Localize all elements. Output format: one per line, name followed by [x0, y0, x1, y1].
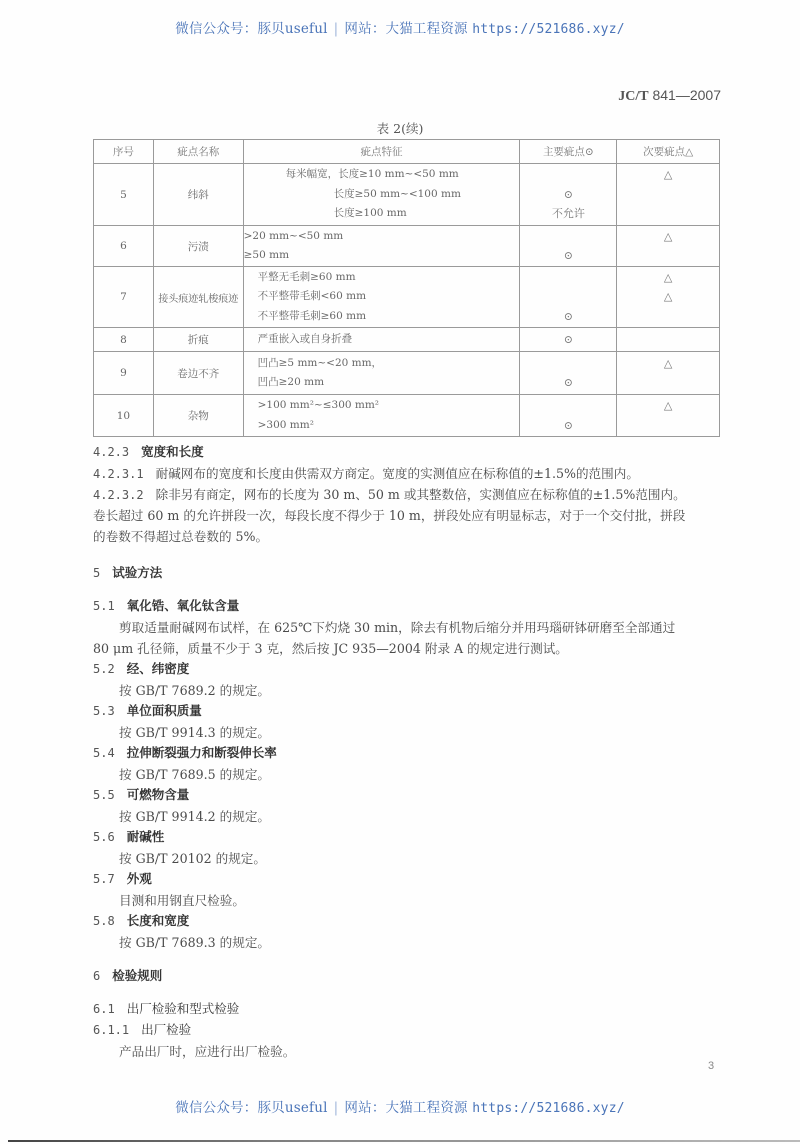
col-header-no: 序号: [94, 140, 154, 164]
page-number: 3: [708, 1060, 715, 1072]
section-number: 5.2: [93, 662, 115, 676]
row-name: 折痕: [153, 328, 243, 352]
heading-4-2-3: [93, 442, 733, 460]
minor-mark: [617, 416, 719, 436]
major-mark: [520, 165, 616, 185]
standard-code: [618, 87, 721, 105]
minor-mark: △: [663, 356, 673, 370]
row-minor: [617, 164, 720, 226]
table-row: [94, 164, 720, 226]
row-no: 10: [94, 395, 154, 437]
minor-mark: [617, 373, 719, 393]
row-no: 6: [94, 226, 154, 267]
major-mark: [520, 396, 616, 416]
standard-code-prefix: JC/T: [618, 89, 649, 104]
section-title: 经、纬密度: [126, 661, 190, 676]
col-header-feature: 疵点特征: [243, 140, 520, 164]
watermark-top: [0, 17, 800, 37]
table-row: [94, 395, 720, 437]
section-number: 5: [93, 566, 101, 580]
feature-line: 长度≥100 mm: [333, 207, 407, 220]
minor-mark: [617, 185, 719, 205]
section-title: 氧化锆、氧化钛含量: [126, 598, 240, 613]
clause-text-line: 按 GB/T 7689.5 的规定。: [119, 767, 271, 782]
row-features: [243, 226, 520, 267]
bottom-divider: [8, 1140, 800, 1142]
heading-5-7: [93, 869, 733, 887]
section-title: 试验方法: [112, 565, 163, 580]
feature-line: 每米幅宽，长度≥10 mm~<50 mm: [285, 168, 459, 181]
clause-text-line: 卷长超过 60 m 的允许拼段一次，每段长度不得少于 10 m，拼段处应有明显标志，对于一个交付批，拼段: [93, 508, 686, 523]
section-title: 单位面积质量: [126, 703, 202, 718]
row-features: [243, 267, 520, 328]
minor-mark: △: [663, 399, 673, 412]
row-features: [243, 352, 520, 395]
section-number: 6.1: [93, 1002, 115, 1016]
clause-text-line: 按 GB/T 7689.3 的规定。: [119, 935, 271, 950]
separator: |: [333, 21, 339, 37]
defects-table: [93, 139, 720, 437]
section-number: 4.2.3.1: [93, 467, 144, 481]
major-mark: ⊙: [563, 309, 573, 323]
clause-text-line: 按 GB/T 9914.2 的规定。: [119, 809, 271, 824]
site-url[interactable]: https://521686.xyz/: [472, 22, 625, 37]
section-number: 5.7: [93, 872, 115, 886]
feature-line: ≥50 mm: [243, 249, 290, 261]
feature-line: 长度≥50 mm~<100 mm: [333, 187, 461, 200]
major-mark: ⊙: [563, 332, 573, 346]
row-features: [243, 395, 520, 437]
table-caption: 表 2(续): [376, 121, 424, 136]
table-row: [94, 226, 720, 267]
row-no: 5: [94, 164, 154, 226]
minor-mark: [617, 330, 719, 350]
major-mark: ⊙: [563, 187, 573, 201]
feature-line: >100 mm²~≤300 mm²: [257, 399, 380, 411]
feature-line: >300 mm²: [257, 418, 314, 431]
table-header-row: [94, 140, 720, 164]
row-minor: [617, 328, 720, 352]
section-number: 5.1: [93, 599, 115, 613]
minor-mark: [617, 246, 719, 266]
wechat-label: 微信公众号：豚贝useful: [175, 1100, 328, 1116]
clause-text-line: 按 GB/T 9914.3 的规定。: [119, 725, 271, 740]
row-no: 8: [94, 328, 154, 352]
row-major: [520, 226, 617, 267]
separator: |: [333, 1100, 339, 1116]
site-url[interactable]: https://521686.xyz/: [472, 1101, 625, 1116]
section-title: 可燃物含量: [126, 787, 190, 802]
minor-mark: [617, 307, 719, 327]
major-mark: [520, 354, 616, 374]
heading-5-2: [93, 659, 733, 677]
heading-5-3: [93, 701, 733, 719]
section-title: 拉伸断裂强力和断裂伸长率: [126, 745, 277, 760]
section-number: 5.6: [93, 830, 115, 844]
section-title: 出厂检验和型式检验: [126, 1001, 240, 1016]
heading-5-6: [93, 827, 733, 845]
heading-6-1-1: [93, 1020, 733, 1038]
section-number: 5.4: [93, 746, 115, 760]
table-row: [94, 352, 720, 395]
watermark-bottom: [0, 1096, 800, 1116]
clause-4-2-3-2: [93, 484, 733, 503]
feature-line: 平整无毛刺≥60 mm: [257, 270, 356, 283]
site-label: 网站：大猫工程资源: [344, 21, 468, 37]
section-number: 5.3: [93, 704, 115, 718]
section-title: 出厂检验: [141, 1022, 192, 1037]
section-number: 5.5: [93, 788, 115, 802]
section-title: 宽度和长度: [141, 444, 204, 459]
heading-6: [93, 966, 733, 984]
section-number: 4.2.3.2: [93, 488, 144, 502]
row-minor: [617, 352, 720, 395]
col-header-name: 疵点名称: [153, 140, 243, 164]
major-mark: 不允许: [551, 207, 585, 221]
feature-line: >20 mm~<50 mm: [243, 229, 344, 242]
row-major: [520, 328, 617, 352]
minor-mark: △: [663, 229, 673, 243]
heading-6-1: [93, 999, 733, 1017]
col-header-minor: 次要疵点△: [617, 140, 720, 164]
row-features: [243, 328, 520, 352]
row-minor: [617, 267, 720, 328]
row-major: [520, 267, 617, 328]
feature-line: 凹凸≥20 mm: [257, 376, 325, 388]
table-row: [94, 267, 720, 328]
col-header-major: 主要疵点⊙: [520, 140, 617, 164]
section-title: 长度和宽度: [126, 913, 190, 928]
row-name: 杂物: [153, 395, 243, 437]
row-major: [520, 352, 617, 395]
minor-mark: [617, 204, 719, 224]
clause-text-line: 80 μm 孔径筛，质量不少于 3 克，然后按 JC 935—2004 附录 A 的规定进行测试。: [93, 641, 568, 656]
heading-5-5: [93, 785, 733, 803]
row-minor: [617, 395, 720, 437]
feature-line: 不平整带毛刺<60 mm: [257, 290, 367, 303]
site-label: 网站：大猫工程资源: [344, 1100, 468, 1116]
feature-line: 不平整带毛刺≥60 mm: [257, 309, 367, 322]
major-mark: ⊙: [563, 376, 573, 389]
major-mark: [520, 287, 616, 307]
clause-text-line: 目测和用钢直尺检验。: [119, 893, 245, 908]
section-title: 耐碱性: [126, 829, 165, 844]
row-minor: [617, 226, 720, 267]
clause-text-line: 产品出厂时，应进行出厂检验。: [119, 1044, 296, 1059]
section-title: 外观: [126, 871, 152, 886]
section-number: 6: [93, 969, 101, 983]
heading-5-4: [93, 743, 733, 761]
clause-text-line: 剪取适量耐碱网布试样，在 625℃下灼烧 30 min，除去有机物后缩分并用玛瑙研钵研磨至全部通过: [119, 620, 676, 635]
row-name: 纬斜: [153, 164, 243, 226]
heading-5: [93, 563, 733, 581]
row-name: 卷边不齐: [153, 352, 243, 395]
feature-line: 凹凸≥5 mm~<20 mm，: [257, 356, 383, 369]
section-number: 4.2.3: [93, 445, 130, 459]
major-mark: [520, 227, 616, 247]
row-no: 7: [94, 267, 154, 328]
section-number: 5.8: [93, 914, 115, 928]
clause-text-line: 的卷数不得超过总卷数的 5%。: [93, 529, 269, 544]
minor-mark: △: [663, 168, 673, 182]
heading-5-8: [93, 911, 733, 929]
major-mark: ⊙: [563, 249, 573, 262]
clause-text: 除非另有商定，网布的长度为 30 m、50 m 或其整数倍，实测值应在标称值的±1.5%范围内。: [155, 487, 686, 502]
wechat-label: 微信公众号：豚贝useful: [175, 21, 328, 37]
clause-text: 耐碱网布的宽度和长度由供需双方商定。宽度的实测值应在标称值的±1.5%的范围内。: [155, 466, 639, 481]
row-major: [520, 164, 617, 226]
major-mark: [520, 268, 616, 288]
row-name: 接头痕迹轧梭痕迹: [153, 267, 243, 328]
table-row: [94, 328, 720, 352]
standard-code-number: 841—2007: [652, 87, 721, 103]
clause-text-line: 按 GB/T 7689.2 的规定。: [119, 683, 271, 698]
major-mark: ⊙: [563, 418, 573, 432]
feature-line: 严重嵌入或自身折叠: [257, 332, 353, 345]
row-major: [520, 395, 617, 437]
section-title: 检验规则: [112, 968, 163, 983]
section-number: 6.1.1: [93, 1023, 130, 1037]
clause-text-line: 按 GB/T 20102 的规定。: [119, 851, 266, 866]
minor-mark: △: [663, 270, 673, 284]
clause-4-2-3-1: [93, 463, 733, 482]
row-name: 污渍: [153, 226, 243, 267]
minor-mark: △: [663, 290, 673, 304]
row-no: 9: [94, 352, 154, 395]
heading-5-1: [93, 596, 733, 614]
row-features: [243, 164, 520, 226]
